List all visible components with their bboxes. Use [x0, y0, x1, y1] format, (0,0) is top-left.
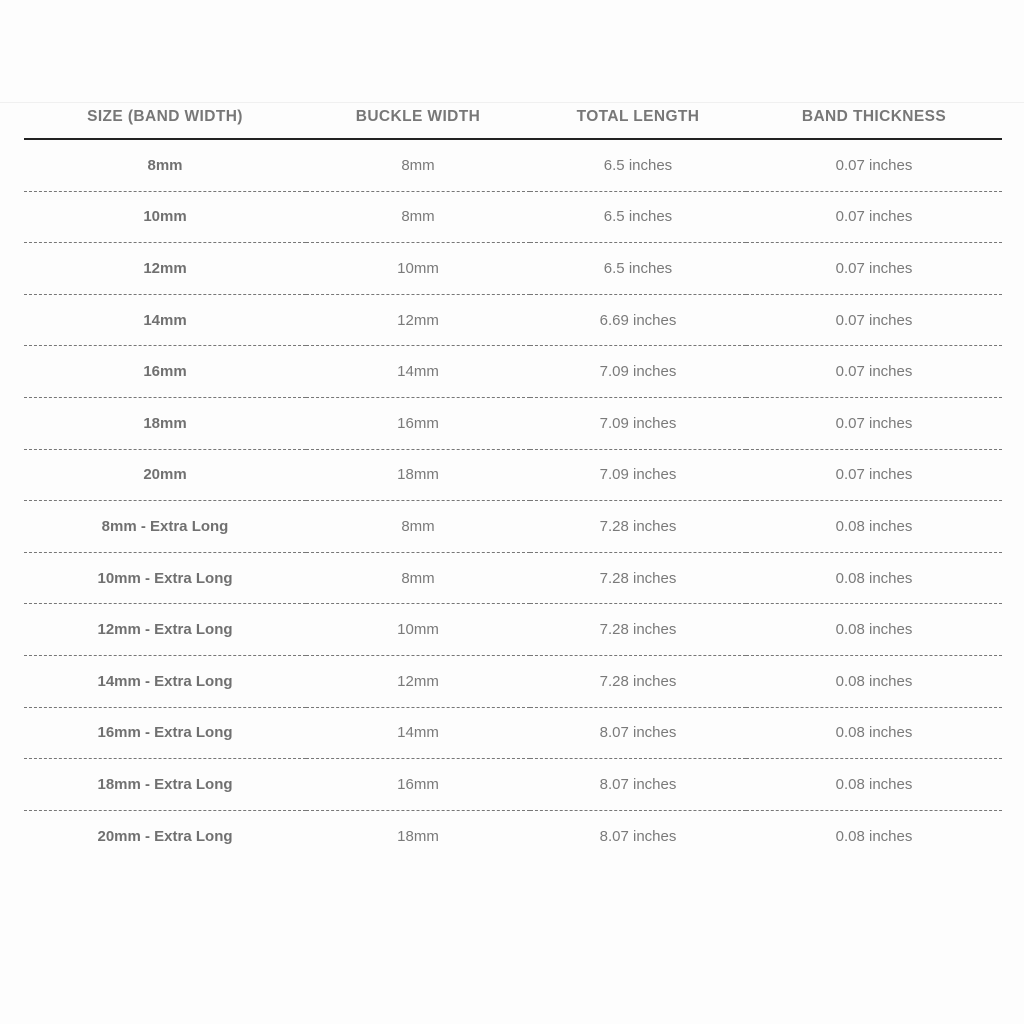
size-cell: 18mm - Extra Long — [24, 759, 306, 811]
table-row — [24, 810, 1002, 846]
table-row — [24, 501, 1002, 553]
size-cell: 14mm — [24, 294, 306, 346]
header-band-thickness: BAND THICKNESS — [746, 96, 1002, 139]
table-row — [24, 191, 1002, 243]
table-row — [24, 707, 1002, 759]
size-cell: 18mm — [24, 397, 306, 449]
buckle-width-cell: 10mm — [306, 243, 530, 295]
buckle-width-cell: 18mm — [306, 449, 530, 501]
size-cell: 12mm — [24, 243, 306, 295]
table-row — [24, 397, 1002, 449]
buckle-width-cell: 8mm — [306, 139, 530, 191]
size-chart-container — [24, 96, 1002, 846]
table-header — [24, 96, 1002, 139]
table-row — [24, 294, 1002, 346]
band-thickness-cell: 0.08 inches — [746, 501, 1002, 553]
band-thickness-cell: 0.07 inches — [746, 191, 1002, 243]
buckle-width-cell: 14mm — [306, 346, 530, 398]
buckle-width-cell: 12mm — [306, 655, 530, 707]
band-thickness-cell: 0.07 inches — [746, 449, 1002, 501]
header-buckle-width: BUCKLE WIDTH — [306, 96, 530, 139]
header-row — [24, 96, 1002, 139]
total-length-cell: 6.69 inches — [530, 294, 746, 346]
total-length-cell: 7.28 inches — [530, 501, 746, 553]
table-row — [24, 139, 1002, 191]
band-thickness-cell: 0.08 inches — [746, 552, 1002, 604]
table-row — [24, 552, 1002, 604]
band-thickness-cell: 0.08 inches — [835, 827, 913, 845]
table-row — [24, 346, 1002, 398]
total-length-cell: 7.28 inches — [530, 552, 746, 604]
size-cell: 16mm — [24, 346, 306, 398]
band-thickness-cell: 0.07 inches — [746, 397, 1002, 449]
header-total-length: TOTAL LENGTH — [530, 96, 746, 139]
size-cell: 12mm - Extra Long — [24, 604, 306, 656]
buckle-width-cell: 8mm — [306, 501, 530, 553]
total-length-cell: 6.5 inches — [530, 243, 746, 295]
total-length-cell: 6.5 inches — [530, 191, 746, 243]
buckle-width-cell: 8mm — [306, 552, 530, 604]
band-thickness-cell: 0.08 inches — [746, 655, 1002, 707]
size-cell: 20mm - Extra Long — [97, 827, 233, 845]
buckle-width-cell: 8mm — [306, 191, 530, 243]
size-cell: 8mm - Extra Long — [24, 501, 306, 553]
table-row — [24, 449, 1002, 501]
buckle-width-cell: 12mm — [306, 294, 530, 346]
buckle-width-cell: 14mm — [306, 707, 530, 759]
band-thickness-cell: 0.08 inches — [746, 759, 1002, 811]
table-row — [24, 655, 1002, 707]
buckle-width-cell: 16mm — [306, 759, 530, 811]
total-length-cell: 7.09 inches — [530, 449, 746, 501]
size-cell: 20mm — [24, 449, 306, 501]
size-cell: 8mm — [24, 139, 306, 191]
table-row — [24, 243, 1002, 295]
band-thickness-cell: 0.07 inches — [746, 294, 1002, 346]
band-thickness-cell: 0.08 inches — [746, 707, 1002, 759]
total-length-cell: 7.28 inches — [530, 604, 746, 656]
total-length-cell: 6.5 inches — [530, 139, 746, 191]
total-length-cell: 7.09 inches — [530, 346, 746, 398]
size-cell: 10mm — [24, 191, 306, 243]
total-length-cell: 7.28 inches — [530, 655, 746, 707]
size-cell: 10mm - Extra Long — [24, 552, 306, 604]
band-thickness-cell: 0.08 inches — [746, 604, 1002, 656]
buckle-width-cell: 16mm — [306, 397, 530, 449]
total-length-cell: 8.07 inches — [599, 827, 677, 845]
band-thickness-cell: 0.07 inches — [746, 139, 1002, 191]
buckle-width-cell: 10mm — [306, 604, 530, 656]
band-thickness-cell: 0.07 inches — [746, 243, 1002, 295]
header-size: SIZE (BAND WIDTH) — [24, 96, 306, 139]
total-length-cell: 7.09 inches — [530, 397, 746, 449]
size-chart-table — [24, 96, 1002, 846]
size-cell: 14mm - Extra Long — [24, 655, 306, 707]
total-length-cell: 8.07 inches — [530, 759, 746, 811]
size-cell: 16mm - Extra Long — [24, 707, 306, 759]
table-row — [24, 604, 1002, 656]
total-length-cell: 8.07 inches — [530, 707, 746, 759]
table-row — [24, 759, 1002, 811]
buckle-width-cell: 18mm — [397, 827, 439, 845]
band-thickness-cell: 0.07 inches — [746, 346, 1002, 398]
table-body — [24, 139, 1002, 846]
